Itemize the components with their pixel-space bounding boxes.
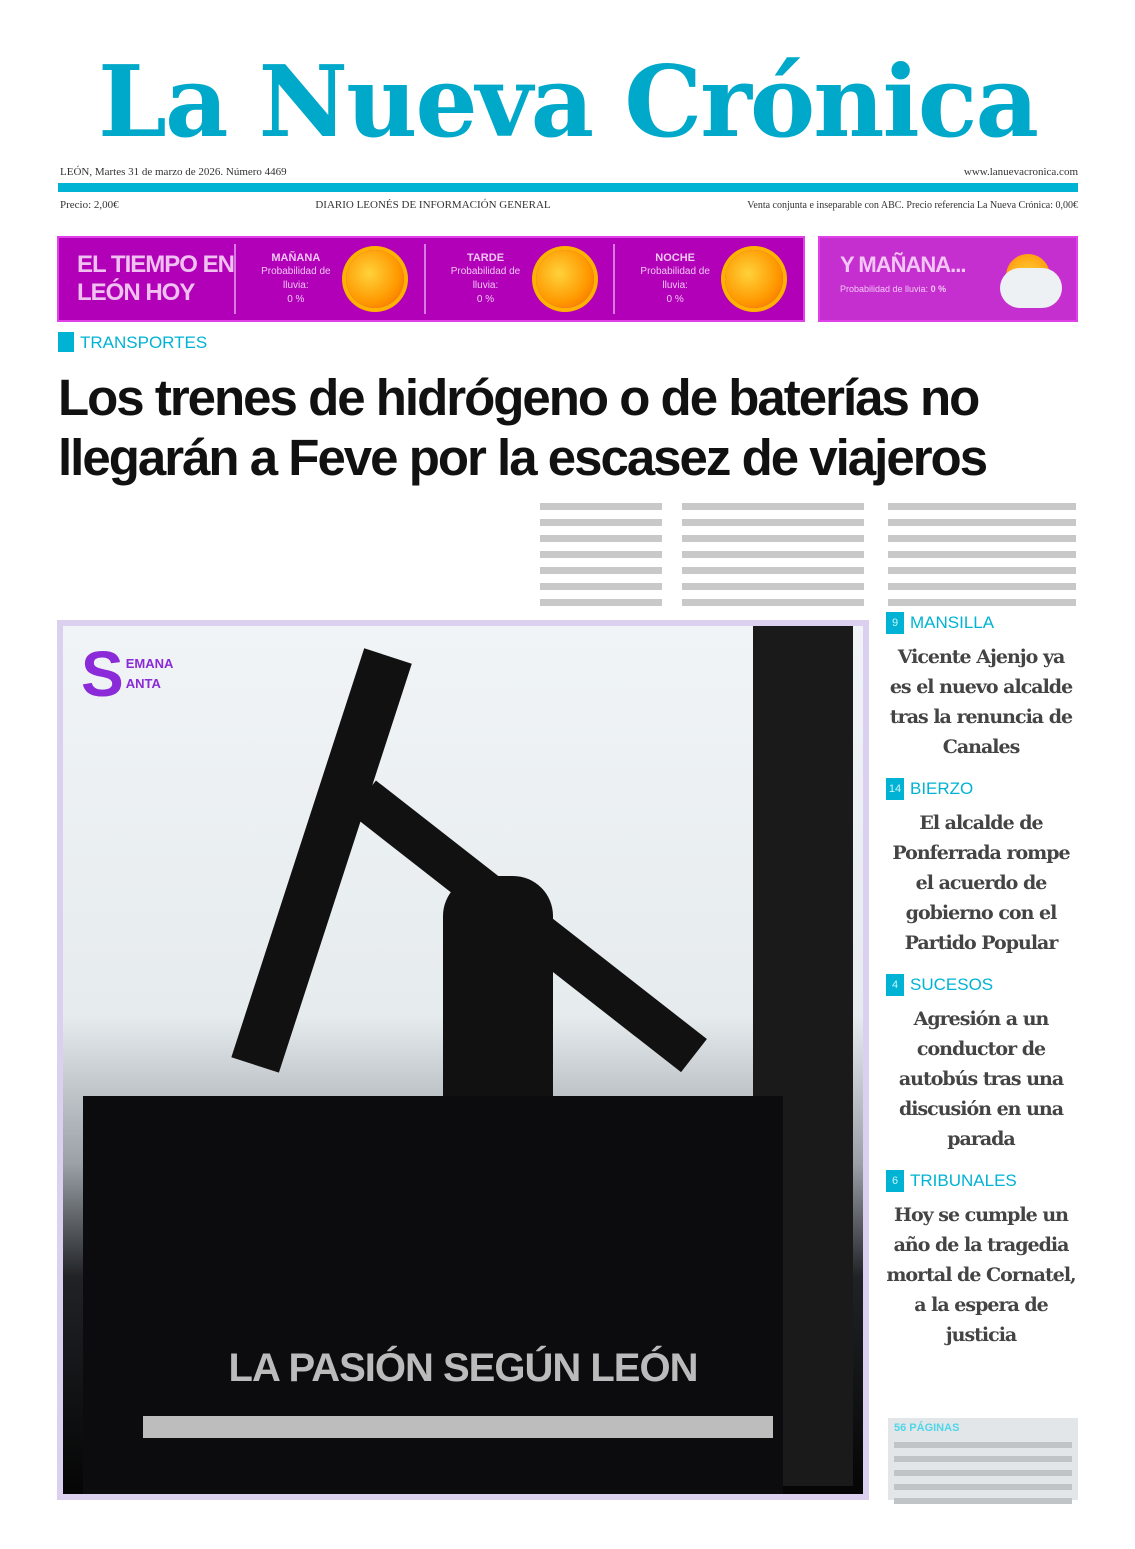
meta-strip — [60, 164, 1078, 180]
page-number: 4 — [886, 974, 904, 996]
brief-section: SUCESOS — [910, 975, 994, 994]
page-count-box — [888, 1418, 1078, 1500]
brief-section: BIERZO — [910, 779, 974, 798]
brief-item[interactable] — [886, 778, 1076, 958]
cloud-icon — [1000, 268, 1062, 308]
logo-initial: S — [81, 638, 124, 710]
tomorrow-title: Y MAÑANA... — [840, 252, 966, 277]
page-number: 9 — [886, 612, 904, 634]
logo-line: ANTA — [125, 676, 161, 691]
weather-today-panel — [57, 236, 805, 322]
page-number: 6 — [886, 1170, 904, 1192]
sun-icon — [346, 250, 404, 308]
photo-subcaption — [143, 1416, 773, 1438]
brief-headline: El alcalde de Ponferrada rompe el acuerdo de gobierno con el Partido Popular — [892, 812, 1070, 954]
lead-text-column — [888, 503, 1076, 606]
lead-headline[interactable]: Los trenes de hidrógeno o de baterías no llegarán a Feve por la escasez de viajeros — [58, 369, 987, 486]
rain-label: Probabilidad de lluvia: — [840, 284, 929, 294]
rain-label: Probabilidad de lluvia: — [640, 266, 710, 291]
period-label: TARDE — [466, 252, 505, 264]
rain-value: 0 % — [666, 294, 684, 305]
date: LEÓN, Martes 31 de marzo de 2026. Número 4469 — [60, 166, 287, 178]
rain-label: Probabilidad de lluvia: — [450, 266, 521, 291]
rain-value: 0 % — [930, 284, 947, 294]
logo-line: EMANA — [125, 656, 174, 671]
weather-period — [234, 244, 424, 314]
brief-item[interactable] — [886, 612, 1076, 762]
lead-text-column — [540, 503, 662, 606]
brief-section: MANSILLA — [910, 613, 995, 632]
masthead-rule — [58, 183, 1078, 192]
weather-title: EL TIEMPO EN LEÓN HOY — [77, 251, 234, 306]
page-count: 56 PÁGINAS — [894, 1422, 960, 1434]
brief-headline: Agresión a un conductor de autobús tras una discusión en una parada — [898, 1008, 1064, 1150]
weather-period — [424, 244, 614, 314]
rain-value: 0 % — [476, 294, 495, 305]
sun-icon — [536, 250, 594, 308]
sale-note: Venta conjunta e inseparable con ABC. Precio referencia La Nueva Crónica: 0,00€ — [747, 199, 1078, 211]
meta-strip-secondary — [60, 197, 1078, 213]
brief-item[interactable] — [886, 974, 1076, 1154]
brief-headline: Hoy se cumple un año de la tragedia mortal de Cornatel, a la espera de justicia — [886, 1204, 1076, 1346]
semana-santa-logo — [81, 638, 174, 710]
weather-period — [613, 244, 803, 314]
photo-caption: LA PASIÓN SEGÚN LEÓN — [228, 1346, 698, 1390]
tomorrow-rain — [820, 278, 970, 294]
weather-tomorrow-panel — [818, 236, 1078, 322]
lead-section: TRANSPORTES — [80, 333, 208, 352]
brief-section: TRIBUNALES — [910, 1171, 1017, 1190]
tagline: DIARIO LEONÉS DE INFORMACIÓN GENERAL — [315, 199, 551, 211]
period-label: MAÑANA — [271, 252, 321, 264]
page-number: 14 — [886, 778, 904, 800]
cross-silhouette — [231, 648, 411, 1072]
price: Precio: 2,00€ — [60, 199, 119, 211]
sun-icon — [725, 250, 783, 308]
section-marker — [58, 332, 74, 352]
website[interactable]: www.lanuevacronica.com — [963, 166, 1078, 178]
brief-item[interactable] — [886, 1170, 1076, 1350]
rain-label: Probabilidad de lluvia: — [261, 266, 331, 291]
masthead-logo: La Nueva Crónica — [98, 45, 1037, 160]
rain-value: 0 % — [287, 294, 305, 305]
lead-text-column — [682, 503, 864, 606]
brief-headline: Vicente Ajenjo ya es el nuevo alcalde tras la renuncia de Canales — [889, 646, 1073, 758]
period-label: NOCHE — [655, 252, 696, 264]
semana-santa-photo[interactable] — [57, 620, 869, 1500]
sidebar-briefs — [886, 612, 1076, 1366]
